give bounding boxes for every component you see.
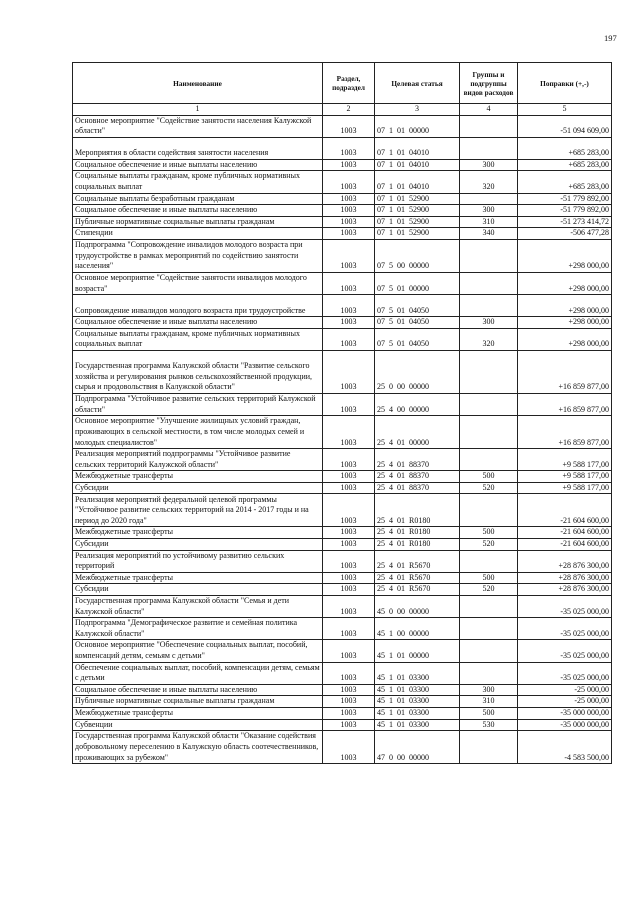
row-name-cell: Социальное обеспечение и иные выплаты населению <box>73 159 323 171</box>
page-number: 197 <box>604 33 617 43</box>
row-amount-cell: +9 588 177,00 <box>518 482 612 494</box>
header-amendments: Поправки (+,-) <box>518 63 612 104</box>
table-row <box>73 539 612 551</box>
row-amount-cell: -4 583 500,00 <box>518 731 612 764</box>
row-target-cell: 25 4 01 R5670 <box>375 584 460 596</box>
row-amount-cell: +16 859 877,00 <box>518 393 612 415</box>
table-row <box>73 350 612 393</box>
row-section-cell: 1003 <box>323 137 375 159</box>
row-section-cell: 1003 <box>323 317 375 329</box>
row-target-cell: 25 4 01 R5670 <box>375 550 460 572</box>
table-row <box>73 239 612 272</box>
row-expense-type-cell: 320 <box>460 328 518 350</box>
row-name-cell: Социальные выплаты гражданам, кроме публичных нормативных социальных выплат <box>73 328 323 350</box>
table-row <box>73 137 612 159</box>
row-expense-type-cell <box>460 731 518 764</box>
row-amount-cell: -35 000 000,00 <box>518 719 612 731</box>
row-name-cell: Социальное обеспечение и иные выплаты населению <box>73 684 323 696</box>
table-row <box>73 115 612 137</box>
row-section-cell: 1003 <box>323 228 375 240</box>
row-expense-type-cell <box>460 193 518 205</box>
row-expense-type-cell: 500 <box>460 471 518 483</box>
row-expense-type-cell <box>460 295 518 317</box>
row-section-cell: 1003 <box>323 193 375 205</box>
row-name-cell: Государственная программа Калужской области "Оказание содействия добровольному переселению в Калужскую область соотечественников, проживающих за рубежом" <box>73 731 323 764</box>
row-target-cell: 07 5 01 00000 <box>375 272 460 294</box>
table-row <box>73 596 612 618</box>
row-name-cell: Межбюджетные трансферты <box>73 707 323 719</box>
table-body <box>73 115 612 764</box>
row-target-cell: 07 1 01 52900 <box>375 228 460 240</box>
table-row <box>73 416 612 449</box>
row-amount-cell: +16 859 877,00 <box>518 416 612 449</box>
row-amount-cell: -35 025 000,00 <box>518 640 612 662</box>
row-expense-type-cell: 300 <box>460 317 518 329</box>
row-section-cell: 1003 <box>323 393 375 415</box>
row-name-cell: Подпрограмма "Сопровождение инвалидов молодого возраста при трудоустройстве в рамках мероприятий по содействию занятости населения" <box>73 239 323 272</box>
row-target-cell: 25 4 01 R0180 <box>375 494 460 527</box>
table-row <box>73 584 612 596</box>
column-number: 2 <box>323 104 375 116</box>
row-expense-type-cell: 520 <box>460 539 518 551</box>
row-target-cell: 07 5 01 04050 <box>375 328 460 350</box>
row-name-cell: Субсидии <box>73 584 323 596</box>
row-name-cell: Основное мероприятие "Улучшение жилищных условий граждан, проживающих в сельской местности, в том числе молодых семей и молодых специалистов" <box>73 416 323 449</box>
row-expense-type-cell <box>460 640 518 662</box>
row-section-cell: 1003 <box>323 640 375 662</box>
row-target-cell: 07 1 01 04010 <box>375 171 460 193</box>
row-amount-cell: +685 283,00 <box>518 159 612 171</box>
row-amount-cell: +298 000,00 <box>518 295 612 317</box>
row-section-cell: 1003 <box>323 482 375 494</box>
row-expense-type-cell: 500 <box>460 527 518 539</box>
row-expense-type-cell <box>460 272 518 294</box>
table-row <box>73 662 612 684</box>
row-expense-type-cell: 300 <box>460 205 518 217</box>
row-name-cell: Межбюджетные трансферты <box>73 527 323 539</box>
row-section-cell: 1003 <box>323 494 375 527</box>
row-section-cell: 1003 <box>323 350 375 393</box>
row-target-cell: 07 1 01 04010 <box>375 137 460 159</box>
row-amount-cell: -506 477,28 <box>518 228 612 240</box>
row-amount-cell: +28 876 300,00 <box>518 550 612 572</box>
row-amount-cell: +9 588 177,00 <box>518 471 612 483</box>
row-expense-type-cell: 520 <box>460 584 518 596</box>
row-name-cell: Публичные нормативные социальные выплаты гражданам <box>73 216 323 228</box>
row-amount-cell: +685 283,00 <box>518 137 612 159</box>
row-amount-cell: -25 000,00 <box>518 696 612 708</box>
row-expense-type-cell: 530 <box>460 719 518 731</box>
table-row <box>73 719 612 731</box>
row-amount-cell: -35 025 000,00 <box>518 662 612 684</box>
row-section-cell: 1003 <box>323 731 375 764</box>
row-section-cell: 1003 <box>323 471 375 483</box>
row-name-cell: Стипендии <box>73 228 323 240</box>
header-section: Раздел, подраздел <box>323 63 375 104</box>
row-target-cell: 47 0 00 00000 <box>375 731 460 764</box>
table-row <box>73 527 612 539</box>
row-amount-cell: +685 283,00 <box>518 171 612 193</box>
table-row <box>73 216 612 228</box>
row-section-cell: 1003 <box>323 618 375 640</box>
row-expense-type-cell: 500 <box>460 572 518 584</box>
row-expense-type-cell: 340 <box>460 228 518 240</box>
row-amount-cell: +16 859 877,00 <box>518 350 612 393</box>
row-expense-type-cell <box>460 494 518 527</box>
row-section-cell: 1003 <box>323 449 375 471</box>
row-name-cell: Государственная программа Калужской области "Семья и дети Калужской области" <box>73 596 323 618</box>
row-target-cell: 25 4 01 R0180 <box>375 539 460 551</box>
row-section-cell: 1003 <box>323 171 375 193</box>
row-expense-type-cell: 310 <box>460 696 518 708</box>
row-expense-type-cell <box>460 416 518 449</box>
row-expense-type-cell <box>460 449 518 471</box>
row-amount-cell: -51 273 414,72 <box>518 216 612 228</box>
row-expense-type-cell <box>460 137 518 159</box>
row-target-cell: 25 4 01 88370 <box>375 482 460 494</box>
row-target-cell: 45 1 00 00000 <box>375 618 460 640</box>
row-expense-type-cell <box>460 393 518 415</box>
row-section-cell: 1003 <box>323 662 375 684</box>
row-target-cell: 07 1 01 52900 <box>375 216 460 228</box>
row-expense-type-cell <box>460 618 518 640</box>
table-row <box>73 228 612 240</box>
column-number: 4 <box>460 104 518 116</box>
row-expense-type-cell: 300 <box>460 684 518 696</box>
row-section-cell: 1003 <box>323 205 375 217</box>
row-target-cell: 25 4 01 00000 <box>375 416 460 449</box>
row-amount-cell: -35 025 000,00 <box>518 618 612 640</box>
row-section-cell: 1003 <box>323 719 375 731</box>
column-number-row <box>73 104 612 116</box>
row-target-cell: 07 5 00 00000 <box>375 239 460 272</box>
row-section-cell: 1003 <box>323 115 375 137</box>
row-amount-cell: -21 604 600,00 <box>518 494 612 527</box>
row-section-cell: 1003 <box>323 159 375 171</box>
table-row <box>73 707 612 719</box>
row-section-cell: 1003 <box>323 684 375 696</box>
row-name-cell: Реализация мероприятий по устойчивому развитию сельских территорий <box>73 550 323 572</box>
table-row <box>73 449 612 471</box>
row-name-cell: Социальное обеспечение и иные выплаты населению <box>73 317 323 329</box>
row-amount-cell: +9 588 177,00 <box>518 449 612 471</box>
row-amount-cell: -21 604 600,00 <box>518 527 612 539</box>
row-target-cell: 07 5 01 04050 <box>375 317 460 329</box>
row-section-cell: 1003 <box>323 295 375 317</box>
row-target-cell: 45 1 01 03300 <box>375 719 460 731</box>
header-name: Наименование <box>73 63 323 104</box>
row-name-cell: Социальное обеспечение и иные выплаты населению <box>73 205 323 217</box>
row-target-cell: 07 1 01 52900 <box>375 193 460 205</box>
row-expense-type-cell: 520 <box>460 482 518 494</box>
row-section-cell: 1003 <box>323 696 375 708</box>
table-row <box>73 193 612 205</box>
row-target-cell: 45 1 01 03300 <box>375 684 460 696</box>
column-number: 1 <box>73 104 323 116</box>
row-section-cell: 1003 <box>323 216 375 228</box>
table-row <box>73 482 612 494</box>
table-header-row <box>73 63 612 104</box>
table-row <box>73 640 612 662</box>
row-target-cell: 07 1 01 00000 <box>375 115 460 137</box>
row-name-cell: Реализация мероприятий федеральной целевой программы "Устойчивое развитие сельских территорий на 2014 - 2017 годы и на период до 2020 года" <box>73 494 323 527</box>
row-section-cell: 1003 <box>323 584 375 596</box>
row-expense-type-cell: 310 <box>460 216 518 228</box>
row-name-cell: Государственная программа Калужской области "Развитие сельского хозяйства и регулирования рынков сельскохозяйственной продукции, сырья и продовольствия в Калужской области" <box>73 350 323 393</box>
row-amount-cell: +28 876 300,00 <box>518 584 612 596</box>
row-name-cell: Основное мероприятие "Содействие занятости населения Калужской области" <box>73 115 323 137</box>
row-name-cell: Социальные выплаты безработным гражданам <box>73 193 323 205</box>
row-amount-cell: +298 000,00 <box>518 272 612 294</box>
row-amount-cell: -51 094 609,00 <box>518 115 612 137</box>
table-row <box>73 618 612 640</box>
row-section-cell: 1003 <box>323 707 375 719</box>
row-name-cell: Субсидии <box>73 539 323 551</box>
row-amount-cell: -25 000,00 <box>518 684 612 696</box>
row-name-cell: Сопровождение инвалидов молодого возраста при трудоустройстве <box>73 295 323 317</box>
table-row <box>73 471 612 483</box>
row-amount-cell: -21 604 600,00 <box>518 539 612 551</box>
row-name-cell: Межбюджетные трансферты <box>73 572 323 584</box>
row-name-cell: Субвенции <box>73 719 323 731</box>
row-expense-type-cell: 500 <box>460 707 518 719</box>
row-name-cell: Субсидии <box>73 482 323 494</box>
row-amount-cell: -51 779 892,00 <box>518 205 612 217</box>
row-name-cell: Мероприятия в области содействия занятости населения <box>73 137 323 159</box>
table-row <box>73 684 612 696</box>
row-section-cell: 1003 <box>323 239 375 272</box>
row-target-cell: 07 1 01 52900 <box>375 205 460 217</box>
row-target-cell: 25 4 01 88370 <box>375 471 460 483</box>
table-row <box>73 550 612 572</box>
row-target-cell: 25 0 00 00000 <box>375 350 460 393</box>
table-row <box>73 696 612 708</box>
row-section-cell: 1003 <box>323 539 375 551</box>
row-amount-cell: -35 025 000,00 <box>518 596 612 618</box>
column-number: 5 <box>518 104 612 116</box>
table-row <box>73 272 612 294</box>
row-amount-cell: +28 876 300,00 <box>518 572 612 584</box>
row-target-cell: 45 1 01 03300 <box>375 696 460 708</box>
table-row <box>73 572 612 584</box>
table-row <box>73 205 612 217</box>
row-section-cell: 1003 <box>323 416 375 449</box>
row-target-cell: 25 4 01 R5670 <box>375 572 460 584</box>
row-name-cell: Подпрограмма "Устойчивое развитие сельских территорий Калужской области" <box>73 393 323 415</box>
row-amount-cell: -51 779 892,00 <box>518 193 612 205</box>
row-target-cell: 07 1 01 04010 <box>375 159 460 171</box>
table-row <box>73 159 612 171</box>
row-target-cell: 45 1 01 03300 <box>375 662 460 684</box>
row-name-cell: Социальные выплаты гражданам, кроме публичных нормативных социальных выплат <box>73 171 323 193</box>
row-amount-cell: +298 000,00 <box>518 328 612 350</box>
row-expense-type-cell: 300 <box>460 159 518 171</box>
row-expense-type-cell <box>460 596 518 618</box>
row-name-cell: Публичные нормативные социальные выплаты гражданам <box>73 696 323 708</box>
column-number: 3 <box>375 104 460 116</box>
row-section-cell: 1003 <box>323 572 375 584</box>
row-target-cell: 07 5 01 04050 <box>375 295 460 317</box>
budget-amendments-table <box>72 62 612 764</box>
row-amount-cell: +298 000,00 <box>518 239 612 272</box>
row-target-cell: 25 4 00 00000 <box>375 393 460 415</box>
row-name-cell: Межбюджетные трансферты <box>73 471 323 483</box>
table-row <box>73 494 612 527</box>
row-section-cell: 1003 <box>323 550 375 572</box>
row-expense-type-cell: 320 <box>460 171 518 193</box>
row-section-cell: 1003 <box>323 328 375 350</box>
row-name-cell: Основное мероприятие "Обеспечение социальных выплат, пособий, компенсаций детям, семьям с детьми" <box>73 640 323 662</box>
row-target-cell: 45 1 01 00000 <box>375 640 460 662</box>
row-target-cell: 45 1 01 03300 <box>375 707 460 719</box>
row-expense-type-cell <box>460 239 518 272</box>
row-name-cell: Реализация мероприятий подпрограммы "Устойчивое развитие сельских территорий Калужской области" <box>73 449 323 471</box>
table-row <box>73 295 612 317</box>
row-target-cell: 25 4 01 88370 <box>375 449 460 471</box>
header-groups: Группы и подгруппы видов расходов <box>460 63 518 104</box>
row-amount-cell: -35 000 000,00 <box>518 707 612 719</box>
table-row <box>73 328 612 350</box>
row-section-cell: 1003 <box>323 596 375 618</box>
table-row <box>73 171 612 193</box>
row-name-cell: Обеспечение социальных выплат, пособий, компенсации детям, семьям с детьми <box>73 662 323 684</box>
table-row <box>73 393 612 415</box>
row-expense-type-cell <box>460 550 518 572</box>
header-target: Целевая статья <box>375 63 460 104</box>
row-target-cell: 45 0 00 00000 <box>375 596 460 618</box>
table-row <box>73 731 612 764</box>
row-amount-cell: +298 000,00 <box>518 317 612 329</box>
row-expense-type-cell <box>460 115 518 137</box>
row-expense-type-cell <box>460 662 518 684</box>
row-name-cell: Подпрограмма "Демографическое развитие и семейная политика Калужской области" <box>73 618 323 640</box>
table-row <box>73 317 612 329</box>
row-expense-type-cell <box>460 350 518 393</box>
row-section-cell: 1003 <box>323 272 375 294</box>
row-name-cell: Основное мероприятие "Содействие занятости инвалидов молодого возраста" <box>73 272 323 294</box>
row-section-cell: 1003 <box>323 527 375 539</box>
row-target-cell: 25 4 01 R0180 <box>375 527 460 539</box>
